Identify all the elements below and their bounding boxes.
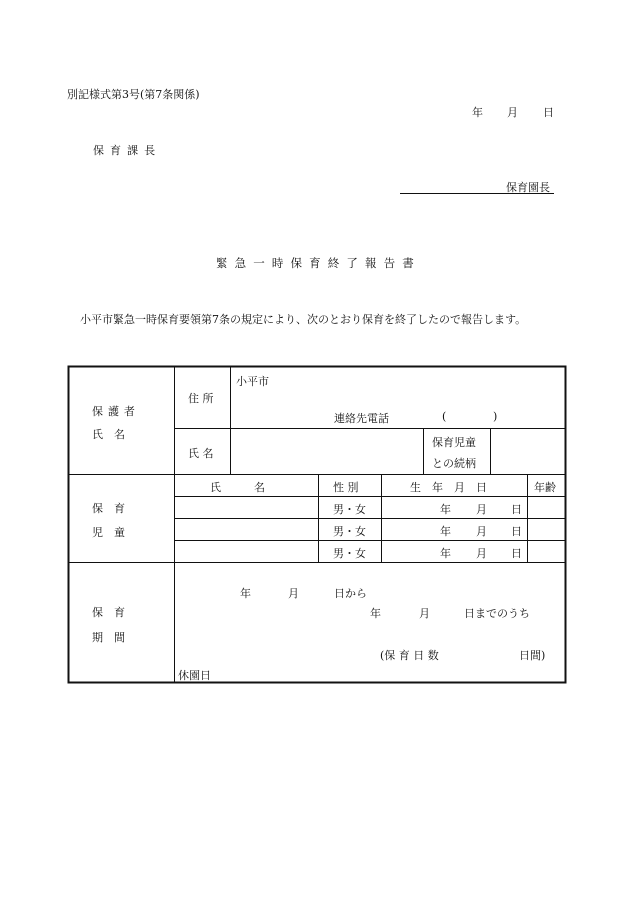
holiday-label: 休園日 — [178, 669, 211, 682]
col-sex-header: 性 別 — [333, 481, 359, 494]
sender-suffix: 保育園長 — [506, 181, 550, 194]
child-birth-month: 月 — [476, 503, 487, 516]
guardian-name-label: 氏 名 — [188, 447, 214, 460]
child-birth-day: 日 — [511, 503, 522, 516]
date-year-label: 年 — [472, 106, 483, 119]
children-section-label: 保 育 — [92, 502, 125, 515]
child-birth-day: 日 — [511, 547, 522, 560]
phone-label: 連絡先電話 — [334, 412, 389, 425]
child-birth-year: 年 — [440, 503, 451, 516]
period-to-year: 年 — [370, 607, 381, 620]
child-birth-day: 日 — [511, 525, 522, 538]
period-from-month: 月 — [288, 587, 299, 600]
care-days-close: 日間) — [519, 649, 546, 662]
report-statement: 小平市緊急一時保育要領第7条の規定により、次のとおり保育を終了したので報告します。 — [80, 313, 527, 326]
period-to-day: 日までのうち — [464, 607, 530, 620]
child-sex-options: 男・女 — [333, 547, 366, 560]
period-section-label-2: 期 間 — [92, 631, 125, 644]
period-from-day: 日から — [334, 587, 367, 600]
relation-label-2: との続柄 — [432, 457, 476, 470]
child-birth-month: 月 — [476, 525, 487, 538]
guardian-section-label: 保護者 — [92, 405, 140, 418]
child-birth-year: 年 — [440, 547, 451, 560]
child-birth-year: 年 — [440, 525, 451, 538]
relation-label: 保育児童 — [432, 436, 476, 449]
form-number: 別記様式第3号(第7条関係) — [67, 88, 200, 101]
address-prefix: 小平市 — [236, 375, 269, 388]
col-age-header: 年齢 — [534, 481, 556, 494]
child-sex-options: 男・女 — [333, 525, 366, 538]
period-to-month: 月 — [419, 607, 430, 620]
date-month-label: 月 — [507, 106, 518, 119]
address-label: 住 所 — [188, 392, 214, 405]
period-section-label: 保 育 — [92, 606, 125, 619]
period-from-year: 年 — [240, 587, 251, 600]
phone-open-paren: ( — [442, 410, 447, 423]
document-title: 緊急一時保育終了報告書 — [216, 256, 421, 270]
child-birth-month: 月 — [476, 547, 487, 560]
col-birth-header: 生 年 月 日 — [410, 481, 487, 494]
col-name-header: 氏 名 — [210, 481, 265, 494]
date-day-label: 日 — [543, 106, 554, 119]
children-section-label-2: 児 童 — [92, 526, 125, 539]
care-days-open: (保 育 日 数 — [380, 649, 439, 662]
child-sex-options: 男・女 — [333, 503, 366, 516]
guardian-section-label-2: 氏 名 — [92, 428, 125, 441]
phone-close-paren: ) — [493, 410, 498, 423]
addressee: 保育課長 — [93, 144, 162, 157]
